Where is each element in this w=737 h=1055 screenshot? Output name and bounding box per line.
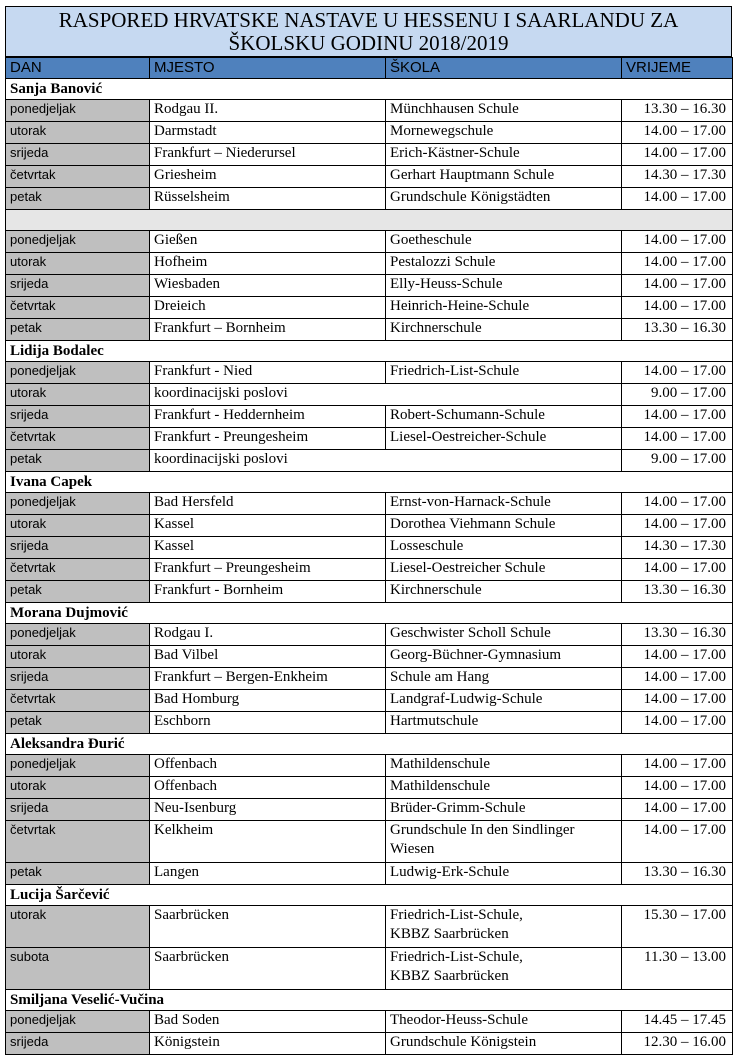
- time-cell: 14.30 – 17.30: [622, 166, 733, 188]
- day-cell: srijeda: [6, 537, 150, 559]
- day-cell: srijeda: [6, 1033, 150, 1055]
- teacher-name-row: [6, 79, 733, 100]
- header-vrijeme: VRIJEME: [622, 58, 733, 79]
- time-cell: 9.00 – 17.00: [622, 450, 733, 472]
- school-cell: Kirchnerschule: [386, 581, 622, 603]
- place-cell: Dreieich: [150, 297, 386, 319]
- place-cell: Darmstadt: [150, 122, 386, 144]
- table-row: [6, 906, 733, 948]
- table-row: [6, 668, 733, 690]
- day-cell: srijeda: [6, 144, 150, 166]
- place-cell: Griesheim: [150, 166, 386, 188]
- school-cell: [386, 906, 622, 948]
- time-cell: 14.00 – 17.00: [622, 231, 733, 253]
- place-cell: Neu-Isenburg: [150, 799, 386, 821]
- day-cell: ponedjeljak: [6, 1011, 150, 1033]
- place-cell: Kassel: [150, 515, 386, 537]
- time-cell: 14.00 – 17.00: [622, 428, 733, 450]
- time-cell: 14.00 – 17.00: [622, 668, 733, 690]
- day-cell: ponedjeljak: [6, 362, 150, 384]
- day-cell: petak: [6, 319, 150, 341]
- table-row: [6, 799, 733, 821]
- school-cell: Landgraf-Ludwig-Schule: [386, 690, 622, 712]
- place-cell: Kassel: [150, 537, 386, 559]
- place-cell: Rüsselsheim: [150, 188, 386, 210]
- school-cell: Münchhausen Schule: [386, 100, 622, 122]
- teacher-name: Aleksandra Đurić: [6, 734, 733, 755]
- place-cell: Bad Soden: [150, 1011, 386, 1033]
- place-cell: Rodgau II.: [150, 100, 386, 122]
- school-cell: Liesel-Oestreicher-Schule: [386, 428, 622, 450]
- teacher-name: Ivana Capek: [6, 472, 733, 493]
- day-cell: petak: [6, 712, 150, 734]
- time-cell: 9.00 – 17.00: [622, 384, 733, 406]
- school-cell: Losseschule: [386, 537, 622, 559]
- teacher-name-row: [6, 603, 733, 624]
- table-row: [6, 362, 733, 384]
- school-cell: Brüder-Grimm-Schule: [386, 799, 622, 821]
- school-cell: Elly-Heuss-Schule: [386, 275, 622, 297]
- table-row: [6, 515, 733, 537]
- table-row: [6, 122, 733, 144]
- school-cell: Mathildenschule: [386, 755, 622, 777]
- place-cell: Hofheim: [150, 253, 386, 275]
- teacher-name: Morana Dujmović: [6, 603, 733, 624]
- time-cell: 14.00 – 17.00: [622, 515, 733, 537]
- time-cell: 13.30 – 16.30: [622, 581, 733, 603]
- coordination-cell: koordinacijski poslovi: [150, 384, 622, 406]
- school-cell: Mathildenschule: [386, 777, 622, 799]
- teacher-name: Lucija Šarčević: [6, 885, 733, 906]
- time-cell: 14.00 – 17.00: [622, 821, 733, 863]
- blank-cell: [6, 210, 733, 231]
- table-row: [6, 384, 733, 406]
- table-row: [6, 690, 733, 712]
- school-cell: Goetheschule: [386, 231, 622, 253]
- place-cell: Frankfurt – Bergen-Enkheim: [150, 668, 386, 690]
- table-row: [6, 1033, 733, 1055]
- school-line: Friedrich-List-Schule,: [390, 949, 523, 965]
- day-cell: ponedjeljak: [6, 624, 150, 646]
- school-line: Wiesen: [390, 841, 435, 857]
- table-row: [6, 646, 733, 668]
- school-cell: Grundschule Königstein: [386, 1033, 622, 1055]
- day-cell: ponedjeljak: [6, 493, 150, 515]
- day-cell: utorak: [6, 906, 150, 948]
- day-cell: četvrtak: [6, 428, 150, 450]
- time-cell: 14.00 – 17.00: [622, 362, 733, 384]
- time-cell: 12.30 – 16.00: [622, 1033, 733, 1055]
- header-dan: DAN: [6, 58, 150, 79]
- time-cell: 13.30 – 16.30: [622, 624, 733, 646]
- time-cell: 14.00 – 17.00: [622, 690, 733, 712]
- school-cell: Grundschule Königstädten: [386, 188, 622, 210]
- table-row: [6, 948, 733, 990]
- place-cell: Frankfurt – Niederursel: [150, 144, 386, 166]
- school-cell: Schule am Hang: [386, 668, 622, 690]
- table-row: [6, 188, 733, 210]
- table-row: [6, 624, 733, 646]
- table-row: [6, 450, 733, 472]
- table-row: [6, 297, 733, 319]
- day-cell: ponedjeljak: [6, 231, 150, 253]
- school-line: KBBZ Saarbrücken: [390, 968, 509, 984]
- place-cell: Saarbrücken: [150, 906, 386, 948]
- header-mjesto: MJESTO: [150, 58, 386, 79]
- place-cell: Offenbach: [150, 777, 386, 799]
- time-cell: 14.00 – 17.00: [622, 646, 733, 668]
- table-row: [6, 581, 733, 603]
- place-cell: Frankfurt - Bornheim: [150, 581, 386, 603]
- school-cell: Heinrich-Heine-Schule: [386, 297, 622, 319]
- time-cell: 13.30 – 16.30: [622, 100, 733, 122]
- day-cell: četvrtak: [6, 559, 150, 581]
- school-cell: Liesel-Oestreicher Schule: [386, 559, 622, 581]
- table-row: [6, 821, 733, 863]
- place-cell: Frankfurt - Heddernheim: [150, 406, 386, 428]
- day-cell: srijeda: [6, 275, 150, 297]
- time-cell: 14.00 – 17.00: [622, 755, 733, 777]
- school-cell: Robert-Schumann-Schule: [386, 406, 622, 428]
- table-row: [6, 406, 733, 428]
- day-cell: srijeda: [6, 668, 150, 690]
- title-line-2: ŠKOLSKU GODINU 2018/2019: [228, 30, 509, 55]
- table-row: [6, 712, 733, 734]
- table-row: [6, 428, 733, 450]
- school-cell: Erich-Kästner-Schule: [386, 144, 622, 166]
- schedule-table: [5, 57, 733, 1055]
- school-cell: Ludwig-Erk-Schule: [386, 863, 622, 885]
- place-cell: Bad Hersfeld: [150, 493, 386, 515]
- day-cell: subota: [6, 948, 150, 990]
- schedule-document: [5, 6, 732, 1055]
- time-cell: 15.30 – 17.00: [622, 906, 733, 948]
- place-cell: Frankfurt – Preungesheim: [150, 559, 386, 581]
- place-cell: Gießen: [150, 231, 386, 253]
- day-cell: utorak: [6, 515, 150, 537]
- document-title: [5, 6, 732, 57]
- teacher-name-row: [6, 472, 733, 493]
- school-cell: Pestalozzi Schule: [386, 253, 622, 275]
- day-cell: utorak: [6, 777, 150, 799]
- time-cell: 14.00 – 17.00: [622, 297, 733, 319]
- time-cell: 14.00 – 17.00: [622, 253, 733, 275]
- school-cell: Georg-Büchner-Gymnasium: [386, 646, 622, 668]
- day-cell: četvrtak: [6, 690, 150, 712]
- time-cell: 14.00 – 17.00: [622, 559, 733, 581]
- table-row: [6, 253, 733, 275]
- day-cell: četvrtak: [6, 297, 150, 319]
- table-row: [6, 275, 733, 297]
- place-cell: Bad Homburg: [150, 690, 386, 712]
- place-cell: Saarbrücken: [150, 948, 386, 990]
- table-row: [6, 319, 733, 341]
- table-row: [6, 755, 733, 777]
- table-row: [6, 231, 733, 253]
- teacher-name: Sanja Banović: [6, 79, 733, 100]
- time-cell: 14.00 – 17.00: [622, 493, 733, 515]
- time-cell: 14.00 – 17.00: [622, 712, 733, 734]
- table-row: [6, 559, 733, 581]
- teacher-name-row: [6, 990, 733, 1011]
- time-cell: 14.00 – 17.00: [622, 275, 733, 297]
- day-cell: petak: [6, 863, 150, 885]
- day-cell: ponedjeljak: [6, 100, 150, 122]
- day-cell: utorak: [6, 384, 150, 406]
- time-cell: 14.00 – 17.00: [622, 777, 733, 799]
- day-cell: srijeda: [6, 406, 150, 428]
- teacher-name: Lidija Bodalec: [6, 341, 733, 362]
- teacher-name-row: [6, 734, 733, 755]
- school-cell: Friedrich-List-Schule: [386, 362, 622, 384]
- time-cell: 14.00 – 17.00: [622, 188, 733, 210]
- table-header-row: [6, 58, 733, 79]
- header-skola: ŠKOLA: [386, 58, 622, 79]
- day-cell: utorak: [6, 253, 150, 275]
- time-cell: 14.00 – 17.00: [622, 406, 733, 428]
- teacher-name: Smiljana Veselić-Vučina: [6, 990, 733, 1011]
- day-cell: utorak: [6, 646, 150, 668]
- schedule-table-body: [6, 58, 733, 1055]
- place-cell: Frankfurt - Preungesheim: [150, 428, 386, 450]
- place-cell: Eschborn: [150, 712, 386, 734]
- day-cell: ponedjeljak: [6, 755, 150, 777]
- table-row: [6, 166, 733, 188]
- time-cell: 14.00 – 17.00: [622, 122, 733, 144]
- table-row: [6, 537, 733, 559]
- time-cell: 14.30 – 17.30: [622, 537, 733, 559]
- time-cell: 13.30 – 16.30: [622, 863, 733, 885]
- place-cell: Kelkheim: [150, 821, 386, 863]
- place-cell: Frankfurt - Nied: [150, 362, 386, 384]
- time-cell: 11.30 – 13.00: [622, 948, 733, 990]
- school-cell: Geschwister Scholl Schule: [386, 624, 622, 646]
- time-cell: 13.30 – 16.30: [622, 319, 733, 341]
- title-line-1: RASPORED HRVATSKE NASTAVE U HESSENU I SAARLANDU ZA: [58, 7, 679, 32]
- coordination-cell: koordinacijski poslovi: [150, 450, 622, 472]
- place-cell: Bad Vilbel: [150, 646, 386, 668]
- day-cell: četvrtak: [6, 166, 150, 188]
- teacher-name-row: [6, 885, 733, 906]
- place-cell: Königstein: [150, 1033, 386, 1055]
- table-row: [6, 1011, 733, 1033]
- day-cell: petak: [6, 581, 150, 603]
- table-row: [6, 863, 733, 885]
- teacher-name-row: [6, 341, 733, 362]
- time-cell: 14.45 – 17.45: [622, 1011, 733, 1033]
- place-cell: Rodgau I.: [150, 624, 386, 646]
- school-cell: [386, 821, 622, 863]
- place-cell: Frankfurt – Bornheim: [150, 319, 386, 341]
- time-cell: 14.00 – 17.00: [622, 799, 733, 821]
- school-line: KBBZ Saarbrücken: [390, 926, 509, 942]
- place-cell: Offenbach: [150, 755, 386, 777]
- school-cell: Hartmutschule: [386, 712, 622, 734]
- blank-teacher-row: [6, 210, 733, 231]
- day-cell: petak: [6, 450, 150, 472]
- day-cell: srijeda: [6, 799, 150, 821]
- place-cell: Wiesbaden: [150, 275, 386, 297]
- school-line: Grundschule In den Sindlinger: [390, 822, 575, 838]
- school-cell: Theodor-Heuss-Schule: [386, 1011, 622, 1033]
- time-cell: 14.00 – 17.00: [622, 144, 733, 166]
- table-row: [6, 777, 733, 799]
- table-row: [6, 100, 733, 122]
- day-cell: petak: [6, 188, 150, 210]
- school-cell: Kirchnerschule: [386, 319, 622, 341]
- school-cell: [386, 948, 622, 990]
- table-row: [6, 144, 733, 166]
- school-cell: Ernst-von-Harnack-Schule: [386, 493, 622, 515]
- school-cell: Mornewegschule: [386, 122, 622, 144]
- table-row: [6, 493, 733, 515]
- day-cell: četvrtak: [6, 821, 150, 863]
- school-line: Friedrich-List-Schule,: [390, 907, 523, 923]
- school-cell: Dorothea Viehmann Schule: [386, 515, 622, 537]
- school-cell: Gerhart Hauptmann Schule: [386, 166, 622, 188]
- place-cell: Langen: [150, 863, 386, 885]
- day-cell: utorak: [6, 122, 150, 144]
